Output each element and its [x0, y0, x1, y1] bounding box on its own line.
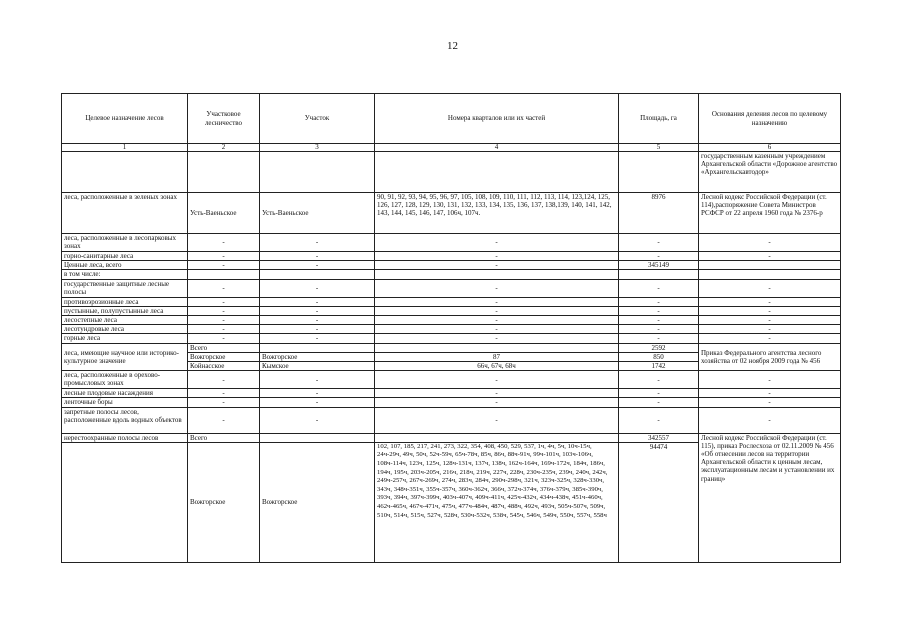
- table-row: [62, 297, 841, 306]
- table-row: [62, 193, 841, 234]
- quarters-text: 66ч, 67ч, 68ч: [375, 362, 619, 371]
- purpose-text: запретные полосы лесов, расположенные вдоль водных объектов: [62, 407, 188, 433]
- col-num: 4: [375, 144, 619, 152]
- table-row: [62, 279, 841, 297]
- area-value: 850: [619, 352, 699, 361]
- table-row: [62, 261, 841, 270]
- dash: -: [619, 252, 699, 261]
- table-row: [62, 270, 841, 279]
- dash: -: [375, 279, 619, 297]
- col-num: 3: [260, 144, 375, 152]
- header-purpose: Целевое назначение лесов: [62, 94, 188, 144]
- quarters-text: 87: [375, 352, 619, 361]
- header-basis: Основания деления лесов по целевому назначению: [699, 94, 841, 144]
- site-text: Кымское: [260, 362, 375, 371]
- area-value: 342557: [619, 433, 699, 442]
- total-label: Всего: [188, 433, 260, 442]
- dash: -: [260, 398, 375, 407]
- table-row: [62, 407, 841, 433]
- table-row: [62, 316, 841, 325]
- district-text: Вожгорское: [188, 442, 260, 562]
- table-row: [62, 389, 841, 398]
- dash: -: [188, 325, 260, 334]
- purpose-text: ленточные боры: [62, 398, 188, 407]
- dash: -: [619, 389, 699, 398]
- dash: -: [619, 306, 699, 315]
- purpose-text: леса, расположенные в лесопарковых зонах: [62, 234, 188, 252]
- dash: -: [619, 297, 699, 306]
- dash: -: [375, 407, 619, 433]
- dash: -: [375, 234, 619, 252]
- forest-purpose-table: [61, 93, 841, 563]
- table-row: [62, 152, 841, 193]
- dash: -: [260, 234, 375, 252]
- purpose-text: пустынные, полупустынные леса: [62, 306, 188, 315]
- dash: -: [699, 334, 841, 343]
- dash: -: [699, 316, 841, 325]
- dash: -: [619, 325, 699, 334]
- dash: -: [188, 252, 260, 261]
- dash: -: [188, 261, 260, 270]
- dash: -: [375, 371, 619, 389]
- district-text: Усть-Ваеньское: [188, 193, 260, 234]
- dash: -: [260, 316, 375, 325]
- dash: -: [375, 398, 619, 407]
- dash: -: [699, 297, 841, 306]
- quarters-text: 102, 107, 185, 217, 241, 273, 322, 354, 408, 450, 529, 537, 1ч, 4ч, 5ч, 10ч-15ч, 24ч-29ч, 49ч, 50ч, 52ч-59ч, 65ч-78ч, 85ч, 86ч, 88ч-91ч, 99ч-101ч, 103ч-106ч, 108ч-114ч, 123ч, 125ч, 128ч-131ч, 137ч, 138ч, 162ч-164ч, 169ч-172ч, 184ч, 186ч, 194ч, 195ч, 203ч-205ч, 216ч, 218ч, 219ч, 227ч, 228ч, 230ч-235ч, 239ч, 240ч, 242ч, 249ч-257ч, 267ч-269ч, 274ч, 283ч, 284ч, 290ч-298ч, 321ч, 323ч-325ч, 328ч-330ч, 343ч, 348ч-351ч, 355ч-357ч, 360ч-362ч, 366ч, 372ч-374ч, 376ч-379ч, 385ч-390ч, 393ч, 394ч, 397ч-399ч, 403ч-407ч, 409ч-411ч, 425ч-432ч, 434ч-438ч, 451ч-460ч, 462ч-465ч, 467ч-471ч, 475ч, 477ч-484ч, 487ч, 488ч, 492ч, 493ч, 505ч-507ч, 509ч, 510ч, 514ч, 515ч, 527ч, 528ч, 530ч-532ч, 538ч, 545ч, 546ч, 549ч, 550ч, 557ч, 558ч: [375, 442, 619, 562]
- dash: -: [260, 389, 375, 398]
- basis-text: Лесной кодекс Российской Федерации (ст. 114),распоряжение Совета Министров РСФСР от 22 апреля 1960 года № 2376-р: [699, 193, 841, 234]
- dash: -: [260, 261, 375, 270]
- dash: -: [699, 407, 841, 433]
- dash: -: [260, 407, 375, 433]
- dash: -: [260, 371, 375, 389]
- purpose-text: лесостепные леса: [62, 316, 188, 325]
- site-text: Усть-Ваеньское: [260, 193, 375, 234]
- area-value: 1742: [619, 362, 699, 371]
- col-num: 5: [619, 144, 699, 152]
- purpose-text: лесотундровые леса: [62, 325, 188, 334]
- dash: -: [619, 407, 699, 433]
- total-label: Всего: [188, 343, 260, 352]
- dash: -: [375, 316, 619, 325]
- table-row: [62, 306, 841, 315]
- dash: -: [619, 398, 699, 407]
- dash: -: [375, 334, 619, 343]
- site-text: Вожгорское: [260, 352, 375, 361]
- dash: -: [188, 306, 260, 315]
- district-text: Вожгорское: [188, 352, 260, 361]
- dash: -: [699, 252, 841, 261]
- table-row: [62, 325, 841, 334]
- header-row: [62, 94, 841, 144]
- dash: -: [699, 398, 841, 407]
- table-row: [62, 234, 841, 252]
- dash: -: [375, 252, 619, 261]
- table-row: [62, 398, 841, 407]
- dash: -: [619, 316, 699, 325]
- dash: -: [699, 234, 841, 252]
- dash: -: [260, 325, 375, 334]
- dash: -: [188, 316, 260, 325]
- dash: -: [188, 398, 260, 407]
- quarters-text: 90, 91, 92, 93, 94, 95, 96, 97, 105, 108, 109, 110, 111, 112, 113, 114, 123,124, 125, 126, 127, 128, 129, 130, 131, 132, 133, 134, 135, 136, 137, 138,139, 140, 141, 142, 143, 144, 145, 146, 147, 106ч, 107ч.: [375, 193, 619, 234]
- dash: -: [375, 389, 619, 398]
- dash: -: [619, 334, 699, 343]
- purpose-text: горно-санитарные леса: [62, 252, 188, 261]
- col-num: 6: [699, 144, 841, 152]
- area-value: 2592: [619, 343, 699, 352]
- basis-text: Лесной кодекс Российской Федерации (ст. 115), приказ Рослесхоза от 02.11.2009 № 456 «Об отнесении лесов на территории Архангельской области к ценным лесам, эксплуатационным лесам и установлении их границ»: [699, 433, 841, 562]
- basis-text: Приказ Федерального агентства лесного хозяйства от 02 ноября 2009 года № 456: [699, 343, 841, 371]
- dash: -: [699, 279, 841, 297]
- dash: -: [699, 306, 841, 315]
- dash: -: [260, 279, 375, 297]
- purpose-text: государственные защитные лесные полосы: [62, 279, 188, 297]
- dash: -: [260, 297, 375, 306]
- purpose-text: лесные плодовые насаждения: [62, 389, 188, 398]
- header-area: Площадь, га: [619, 94, 699, 144]
- header-district: Участковое лесничество: [188, 94, 260, 144]
- purpose-text: в том числе:: [62, 270, 188, 279]
- table-row: [62, 343, 841, 352]
- dash: -: [188, 234, 260, 252]
- dash: -: [375, 297, 619, 306]
- page-number: 12: [447, 40, 458, 52]
- area-value: 94474: [619, 442, 699, 562]
- dash: -: [619, 371, 699, 389]
- dash: -: [375, 306, 619, 315]
- dash: -: [188, 297, 260, 306]
- col-num: 1: [62, 144, 188, 152]
- dash: -: [260, 306, 375, 315]
- table-row: [62, 371, 841, 389]
- dash: -: [260, 334, 375, 343]
- header-site: Участок: [260, 94, 375, 144]
- dash: -: [188, 371, 260, 389]
- purpose-text: горные леса: [62, 334, 188, 343]
- dash: -: [699, 371, 841, 389]
- table-row: [62, 252, 841, 261]
- purpose-text: леса, расположенные в орехово-промысловых зонах: [62, 371, 188, 389]
- dash: -: [188, 407, 260, 433]
- dash: -: [619, 234, 699, 252]
- dash: -: [188, 279, 260, 297]
- dash: -: [188, 334, 260, 343]
- area-value: 8976: [619, 193, 699, 234]
- purpose-text: леса, расположенные в зеленых зонах: [62, 193, 188, 234]
- purpose-text: нерестоохранные полосы лесов: [62, 433, 188, 442]
- purpose-text: противоэрозионные леса: [62, 297, 188, 306]
- dash: -: [260, 252, 375, 261]
- purpose-text: Ценные леса, всего: [62, 261, 188, 270]
- dash: -: [375, 325, 619, 334]
- table-row: [62, 433, 841, 442]
- dash: -: [699, 389, 841, 398]
- header-quarters: Номера кварталов или их частей: [375, 94, 619, 144]
- district-text: Койнасское: [188, 362, 260, 371]
- dash: -: [699, 325, 841, 334]
- dash: -: [375, 261, 619, 270]
- column-number-row: [62, 144, 841, 152]
- dash: -: [619, 279, 699, 297]
- purpose-text: леса, имеющие научное или историко-культурное значение: [62, 343, 188, 371]
- table-row: [62, 334, 841, 343]
- area-value: 345149: [619, 261, 699, 270]
- col-num: 2: [188, 144, 260, 152]
- basis-text: государственным казенным учреждением Архангельской области «Дорожное агентство «Архангельскавтодор»: [699, 152, 841, 193]
- dash: -: [188, 389, 260, 398]
- site-text: Вожгорское: [260, 442, 375, 562]
